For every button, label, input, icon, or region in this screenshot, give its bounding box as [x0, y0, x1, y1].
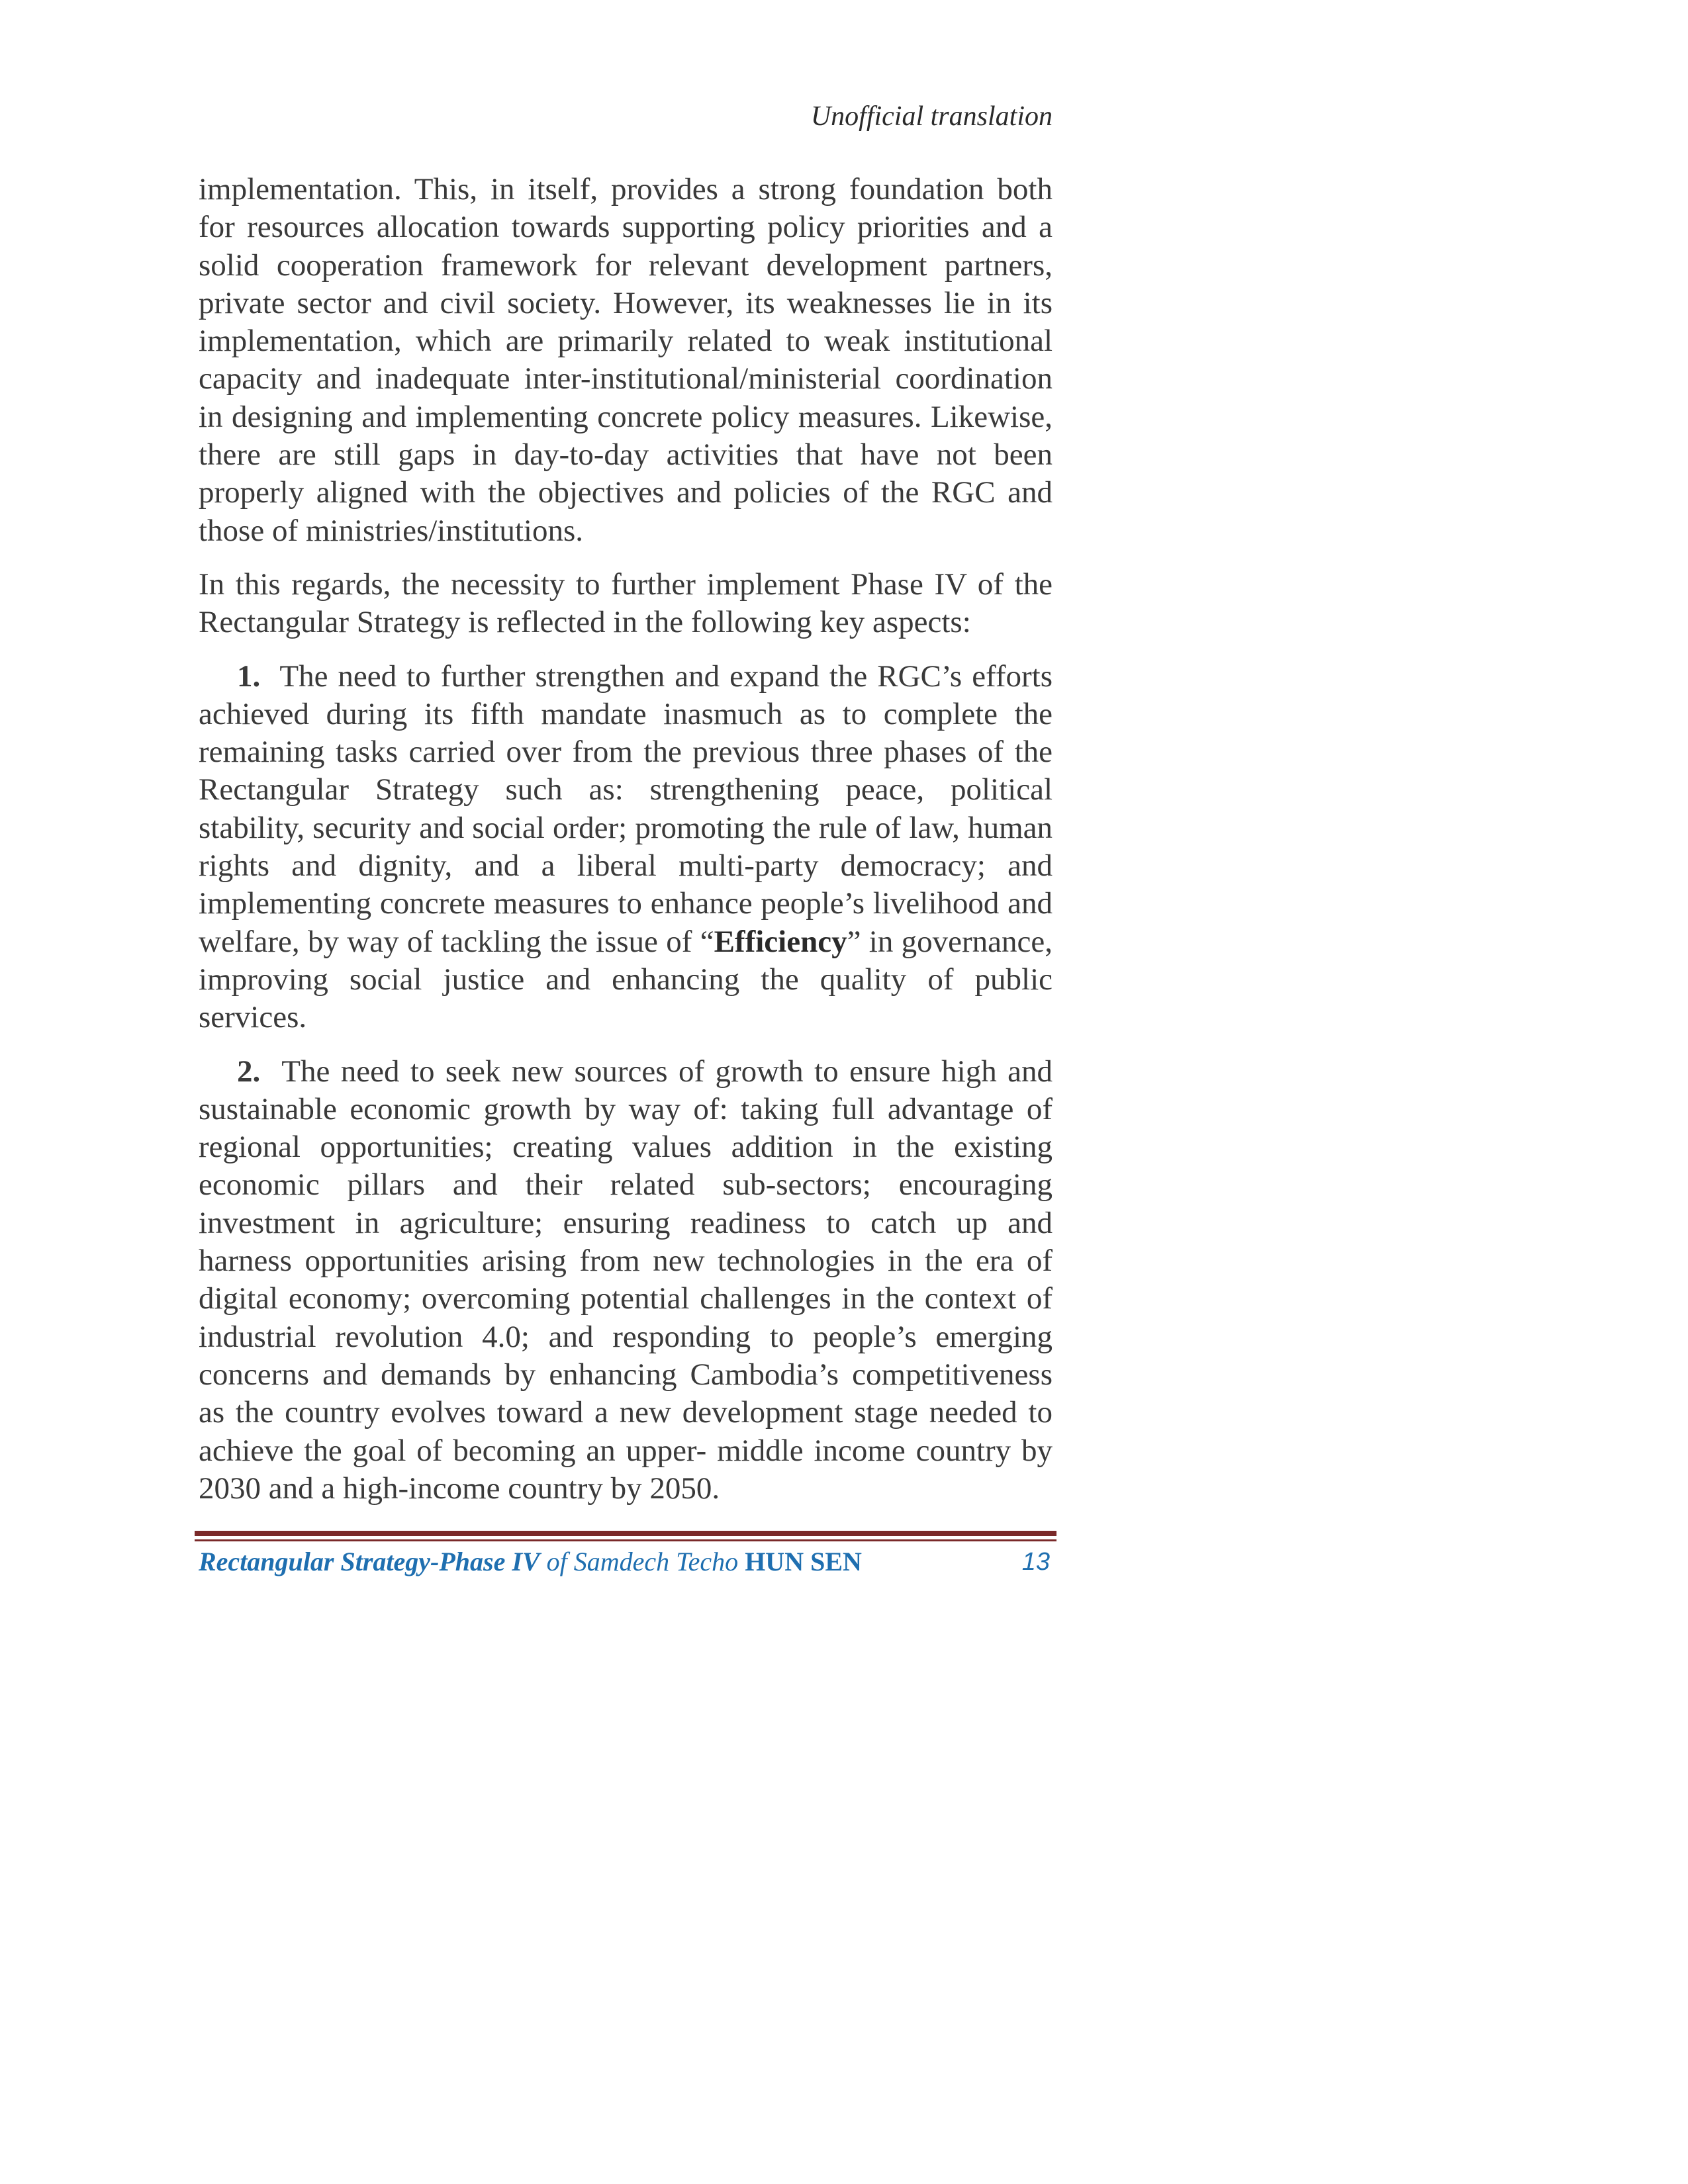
header-note: Unofficial translation [810, 101, 1053, 132]
page-footer [199, 1543, 1053, 1580]
footer-of-text: of Samdech Techo [546, 1547, 739, 1576]
footer-strategy-title: Rectangular Strategy-Phase IV [199, 1547, 540, 1576]
paragraph-2: In this regards, the necessity to further implement Phase IV of the Rectangular Strategy is reflected in the following key aspects: [199, 567, 1053, 640]
list-number-1: 1. [237, 659, 261, 694]
list-text-2: The need to seek new sources of growth to ensure high and sustainable economic growth by way of: taking full advantage of regional opportunities; creating values addition in the existing economic pillars and their related sub-sectors; encouraging investment in agriculture; ensuring readiness to catch up and harness opportunities arising from new technologies in the era of digital economy; overcoming potential challenges in the context of industrial revolution 4.0; and responding to people’s emerging concerns and demands by enhancing Cambodia’s competitiveness as the country evolves toward a new development stage needed to achieve the goal of becoming an upper- middle income country by 2030 and a high-income country by 2050. [199, 1054, 1053, 1506]
list-item-1 [199, 658, 1053, 1037]
list-number-2: 2. [237, 1054, 261, 1089]
footer-rule-thick [195, 1531, 1056, 1536]
paragraph-1: implementation. This, in itself, provides a strong foundation both for resources allocation towards supporting policy priorities and a solid cooperation framework for relevant development partners, private sector and civil society. However, its weaknesses lie in its implementation, which are primarily related to weak institutional capacity and inadequate inter-institutional/ministerial coordination in designing and implementing concrete policy measures. Likewise, there are still gaps in day-to-day activities that have not been properly aligned with the objectives and policies of the RGC and those of ministries/institutions. [199, 172, 1053, 548]
list-text-1b: ” in governance, improving social justice and enhancing the quality of public services. [199, 924, 1053, 1035]
body-text [199, 171, 1053, 1524]
footer-name: HUN SEN [745, 1547, 862, 1576]
efficiency-term: Efficiency [714, 924, 847, 959]
list-item-2 [199, 1053, 1053, 1508]
footer-rule-thin [195, 1539, 1056, 1541]
list-text-1a: The need to further strengthen and expand the RGC’s efforts achieved during its fifth mandate inasmuch as to complete the remaining tasks carried over from the previous three phases of the Rectangular Strategy such as: strengthening peace, political stability, security and social order; promoting the rule of law, human rights and dignity, and a liberal multi-party democracy; and implementing concrete measures to enhance people’s livelihood and welfare, by way of tackling the issue of “ [199, 659, 1053, 959]
page-number: 13 [1021, 1548, 1050, 1576]
